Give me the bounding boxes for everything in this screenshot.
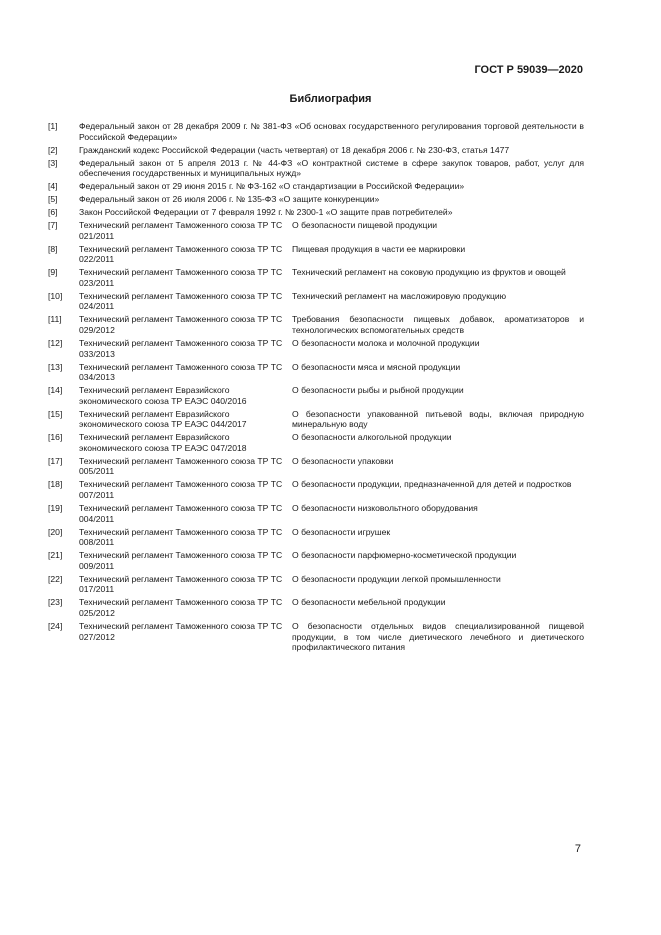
bibliography-entry [48,145,584,156]
entry-number: [12] [48,337,63,348]
bibliography-entry [48,432,584,453]
entry-text: Гражданский кодекс Российской Федерации (часть четвертая) от 18 декабря 2006 г. № 230-ФЗ, статья 1477 [79,144,510,155]
entry-title: Технический регламент на масложировую продукцию [292,290,507,301]
entry-title: О безопасности игрушек [292,526,391,537]
entry-title: Требования безопасности пищевых добавок, ароматизаторов и технологических вспомогательных средств [292,314,584,335]
entry-number: [10] [48,290,63,301]
entry-title: О безопасности молока и молочной продукции [292,337,480,348]
entry-number: [2] [48,144,58,155]
entry-text: Закон Российской Федерации от 7 февраля 1992 г. № 2300-1 «О защите прав потребителей» [79,207,453,218]
entry-document: Технический регламент Таможенного союза ТР ТС 025/2012 [79,597,283,618]
entry-number: [13] [48,361,63,372]
bibliography-entry [48,291,584,312]
bibliography-entry [48,121,584,142]
bibliography-list [48,121,584,655]
entry-text: Федеральный закон от 29 июня 2015 г. № ФЗ-162 «О стандартизации в Российской Федерации» [79,181,465,192]
entry-document: Технический регламент Таможенного союза ТР ТС 033/2013 [79,337,283,359]
bibliography-entry [48,181,584,192]
entry-document: Технический регламент Евразийского экономического союза ТР ЕАЭС 044/2017 [79,408,247,430]
entry-number: [21] [48,550,63,561]
entry-title: О безопасности рыбы и рыбной продукции [292,385,464,396]
entry-number: [6] [48,207,58,218]
entry-title: О безопасности продукции, предназначенной для детей и подростков [292,479,572,490]
bibliography-entry [48,574,584,595]
entry-number: [14] [48,385,63,396]
entry-document: Технический регламент Таможенного союза ТР ТС 021/2011 [79,220,283,241]
entry-title: О безопасности упаковки [292,455,394,466]
entry-title: О безопасности пищевой продукции [292,220,438,231]
entry-document: Технический регламент Евразийского экономического союза ТР ЕАЭС 040/2016 [79,385,247,406]
entry-document: Технический регламент Таможенного союза ТР ТС 029/2012 [79,314,283,335]
entry-title: О безопасности мебельной продукции [292,597,446,608]
bibliography-entry [48,527,584,548]
entry-title: О безопасности алкогольной продукции [292,432,452,443]
page-number: 7 [574,843,581,855]
entry-document: Технический регламент Таможенного союза ТР ТС 023/2011 [79,267,283,288]
entry-document: Технический регламент Таможенного союза ТР ТС 008/2011 [79,526,283,548]
entry-title: О безопасности низковольтного оборудования [292,503,478,514]
entry-title: О безопасности упакованной питьевой воды, включая природную минеральную воду [292,408,584,430]
bibliography-entry [48,550,584,571]
entry-number: [1] [48,121,58,131]
entry-number: [23] [48,597,63,608]
entry-title: О безопасности мяса и мясной продукции [292,361,461,372]
bibliography-entry [48,385,584,406]
entry-number: [22] [48,573,63,584]
entry-document: Технический регламент Таможенного союза ТР ТС 027/2012 [79,620,283,642]
entry-number: [18] [48,479,63,490]
entry-number: [7] [48,220,58,231]
entry-number: [9] [48,267,58,278]
bibliography-entry [48,314,584,335]
entry-document: Технический регламент Таможенного союза ТР ТС 034/2013 [79,361,283,383]
entry-document: Технический регламент Таможенного союза ТР ТС 017/2011 [79,573,283,595]
entry-text: Федеральный закон от 5 апреля 2013 г. № 44-ФЗ «О контрактной системе в сфере закупок товаров, работ, услуг для обеспечения государственных и муниципальных нужд» [79,157,584,179]
entry-number: [11] [48,314,62,325]
entry-title: Пищевая продукция в части ее маркировки [292,243,466,254]
document-code: ГОСТ Р 59039—2020 [474,64,583,76]
entry-number: [15] [48,408,63,419]
entry-number: [3] [48,157,58,168]
bibliography-heading: Библиография [289,93,372,105]
bibliography-entry [48,267,584,288]
entry-document: Технический регламент Таможенного союза ТР ТС 024/2011 [79,290,283,312]
entry-number: [20] [48,526,63,537]
entry-document: Технический регламент Таможенного союза ТР ТС 022/2011 [79,243,283,265]
entry-text: Федеральный закон от 28 декабря 2009 г. № 381-ФЗ «Об основах государственного регулирования торговой деятельности в Российской Федерации» [79,121,584,142]
entry-document: Технический регламент Таможенного союза ТР ТС 009/2011 [79,550,283,571]
entry-document: Технический регламент Евразийского экономического союза ТР ЕАЭС 047/2018 [79,432,247,453]
entry-number: [16] [48,432,63,443]
bibliography-entry [48,409,584,430]
bibliography-entry [48,158,584,179]
bibliography-entry [48,479,584,500]
bibliography-entry [48,456,584,477]
entry-title: О безопасности отдельных видов специализированной пищевой продукции, в том числе диетического лечебного и диетического профилактического питания [292,620,584,653]
bibliography-entry [48,338,584,359]
bibliography-entry [48,621,584,653]
entry-number: [5] [48,194,58,205]
bibliography-entry [48,207,584,218]
entry-title: О безопасности парфюмерно-косметической продукции [292,550,517,561]
entry-title: Технический регламент на соковую продукцию из фруктов и овощей [292,267,566,278]
entry-number: [17] [48,455,63,466]
bibliography-entry [48,597,584,618]
entry-document: Технический регламент Таможенного союза ТР ТС 007/2011 [79,479,283,501]
entry-text: Федеральный закон от 26 июля 2006 г. № 135-ФЗ «О защите конкуренции» [79,194,380,205]
bibliography-entry [48,220,584,241]
bibliography-entry [48,244,584,265]
bibliography-entry [48,362,584,383]
entry-title: О безопасности продукции легкой промышленности [292,573,501,584]
entry-number: [4] [48,181,58,192]
bibliography-entry [48,194,584,205]
entry-number: [8] [48,243,58,254]
entry-document: Технический регламент Таможенного союза ТР ТС 004/2011 [79,503,283,524]
bibliography-entry [48,503,584,524]
entry-number: [19] [48,503,63,514]
entry-number: [24] [48,620,63,631]
entry-document: Технический регламент Таможенного союза ТР ТС 005/2011 [79,455,283,477]
